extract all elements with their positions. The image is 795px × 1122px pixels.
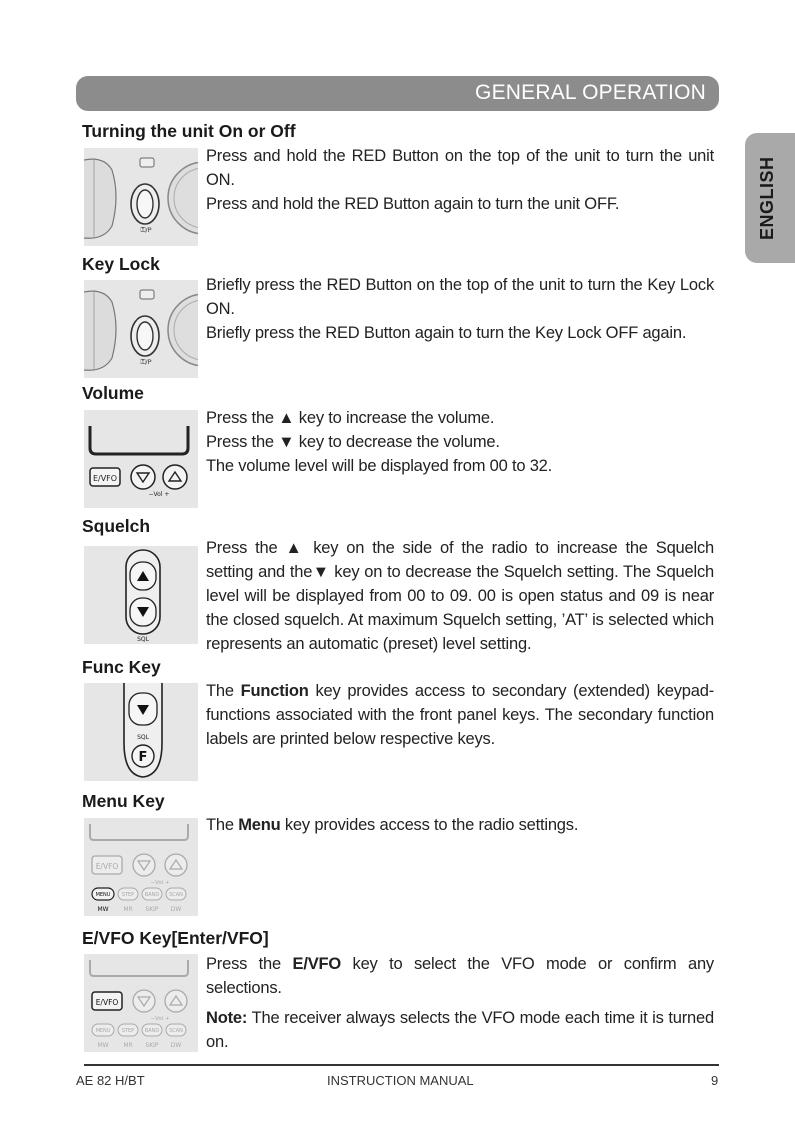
- menu-vol-label: −Vol +: [150, 880, 170, 886]
- evfo-sub-skip: SKIP: [145, 1042, 159, 1049]
- evfo-key-step: STEP: [121, 1028, 135, 1034]
- keylock-line-1: Briefly press the RED Button on the top of the unit to turn the Key Lock ON.: [206, 276, 714, 318]
- footer-doc-title: INSTRUCTION MANUAL: [327, 1073, 474, 1088]
- volume-line-2: Press the ▼ key to decrease the volume.: [206, 433, 500, 451]
- volume-line-1: Press the ▲ key to increase the volume.: [206, 409, 495, 427]
- evfo-key-menu: MENU: [95, 1028, 111, 1034]
- evfo-vol-label: −Vol +: [150, 1016, 170, 1022]
- section-title: GENERAL OPERATION: [475, 81, 706, 104]
- squelch-keys-illustration: [84, 546, 198, 644]
- func-key-illustration: [84, 683, 198, 781]
- evfo-sub-mw: MW: [97, 1042, 109, 1049]
- keylock-button-illustration: [84, 280, 198, 378]
- heading-squelch: Squelch: [82, 516, 151, 536]
- squelch-description: Press the ▲ key on the side of the radio to increase the Squelch setting and the▼ key on to decrease the Squelch setting. The Squelch level will be displayed from 00 to 09. 00 is open status and 09 is near the closed squelch. At maximum Squelch setting, ’AT’ is selected which represents an automatic (preset) level setting.: [206, 539, 714, 653]
- heading-menu: Menu Key: [82, 791, 165, 811]
- menu-key-illustration: [84, 818, 198, 916]
- language-label: ENGLISH: [757, 156, 777, 240]
- heading-func: Func Key: [82, 657, 161, 677]
- footer-rule: [84, 1064, 719, 1066]
- evfo-bold-term: E/VFO: [292, 955, 342, 973]
- volume-keys-illustration: [84, 410, 198, 508]
- heading-volume: Volume: [82, 383, 144, 403]
- heading-power: Turning the unit On or Off: [82, 121, 296, 141]
- keylock-key-label: ⚿/P: [140, 358, 152, 366]
- menu-evfo-key-label: E/VFO: [95, 862, 119, 871]
- evfo-key-illustration: [84, 954, 198, 1052]
- evfo-sub-dw: DW: [170, 1042, 182, 1049]
- evfo-line-1: Press the E/VFO key to select the VFO mode or confirm any selections.: [206, 955, 714, 997]
- menu-key-band: BAND: [144, 892, 160, 898]
- volume-description: [206, 406, 714, 478]
- section-header-bar: [76, 76, 719, 111]
- volume-line-3: The volume level will be displayed from 00 to 32.: [206, 457, 553, 475]
- volume-vol-label: −Vol +: [148, 491, 170, 498]
- power-description: [206, 144, 714, 216]
- volume-evfo-key-label: E/VFO: [92, 474, 118, 483]
- power-key-label: ⚿/P: [140, 226, 152, 234]
- evfo-note: Note: The receiver always selects the VFO mode each time it is turned on.: [206, 1009, 714, 1051]
- keylock-line-2: Briefly press the RED Button again to turn the Key Lock OFF again.: [206, 324, 687, 342]
- evfo-evfo-key-label: E/VFO: [95, 998, 119, 1007]
- heading-evfo: E/VFO Key[Enter/VFO]: [82, 928, 269, 948]
- func-sql-label: SQL: [137, 734, 149, 741]
- menu-sub-dw: DW: [170, 906, 182, 913]
- power-line-2: Press and hold the RED Button again to turn the unit OFF.: [206, 195, 620, 213]
- language-tab: [745, 133, 795, 263]
- evfo-description: [206, 952, 714, 1054]
- keylock-description: [206, 273, 714, 345]
- menu-key-step: STEP: [121, 892, 135, 898]
- func-f-label: F: [138, 750, 148, 765]
- menu-sub-skip: SKIP: [145, 906, 159, 913]
- menu-sub-mr: MR: [123, 906, 133, 913]
- menu-key-scan: SCAN: [169, 892, 183, 898]
- footer-model: AE 82 H/BT: [76, 1073, 145, 1088]
- power-line-1: Press and hold the RED Button on the top of the unit to turn the unit ON.: [206, 147, 714, 189]
- power-button-illustration: [84, 148, 198, 246]
- squelch-sql-label: SQL: [137, 636, 149, 643]
- func-description: The Function key provides access to secondary (extended) keypad-functions associated with the front panel keys. The secondary function labels are printed below respective keys.: [206, 682, 715, 748]
- evfo-key-band: BAND: [144, 1028, 160, 1034]
- menu-description: The Menu key provides access to the radio settings.: [206, 816, 579, 834]
- menu-sub-mw: MW: [97, 906, 109, 913]
- footer-page-number: 9: [711, 1073, 719, 1088]
- menu-key-menu: MENU: [95, 892, 111, 898]
- func-bold-term: Function: [240, 682, 309, 700]
- heading-keylock: Key Lock: [82, 254, 160, 274]
- evfo-sub-mr: MR: [123, 1042, 133, 1049]
- evfo-note-label: Note:: [206, 1009, 248, 1027]
- evfo-key-scan: SCAN: [169, 1028, 183, 1034]
- menu-bold-term: Menu: [238, 816, 281, 834]
